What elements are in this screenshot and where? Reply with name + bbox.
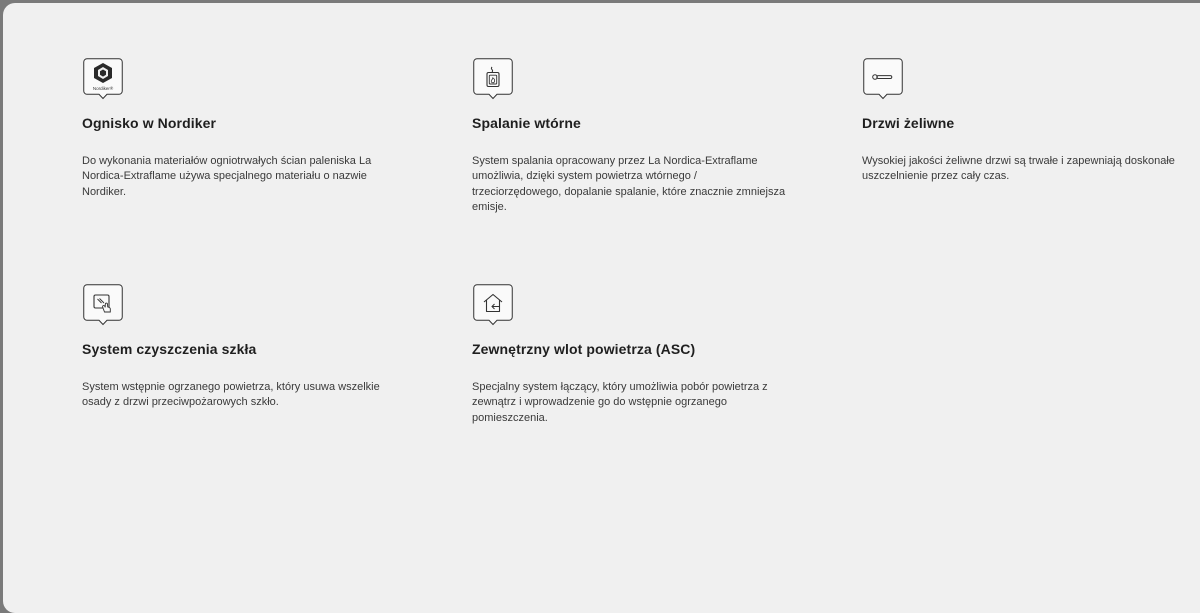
glass-cleaning-icon [83,284,123,328]
feature-description: System spalania opracowany przez La Nordica-Extraflame umożliwia, dzięki system powietrza wtórnego / trzeciorzędowego, dopalanie spalanie, które znacznie zmniejsza emisje. [472,155,786,213]
feature-description: Specjalny system łączący, który umożliwia pobór powietrza z zewnątrz i wprowadzenie go do wstępnie ogrzanego pomieszczenia. [472,381,768,424]
feature-title: Drzwi żeliwne [862,115,955,131]
feature-description: Wysokiej jakości żeliwne drzwi są trwałe i zapewniają doskonałe uszczelnienie przez cały czas. [862,155,1175,183]
feature-nordiker [82,58,412,200]
features-panel [3,3,1200,613]
feature-title: System czyszczenia szkła [82,341,257,357]
feature-title: Zewnętrzny wlot powietrza (ASC) [472,341,696,357]
feature-glass-cleaning [82,284,412,411]
feature-secondary-combustion [472,58,802,215]
feature-description: System wstępnie ogrzanego powietrza, który usuwa wszelkie osady z drzwi przeciwpożarowych szkło. [82,381,380,409]
nordiker-logo-text: Nordiker® [92,86,114,91]
external-air-inlet-icon [473,284,513,328]
feature-title: Spalanie wtórne [472,115,581,131]
feature-description: Do wykonania materiałów ogniotrwałych ścian paleniska La Nordica-Extraflame używa specjalnego materiału o nazwie Nordiker. [82,155,372,198]
nordiker-logo-icon [83,58,123,102]
feature-cast-iron-door [862,58,1192,185]
feature-title: Ognisko w Nordiker [82,115,217,131]
feature-external-air-inlet [472,284,802,426]
door-handle-icon [863,58,903,102]
secondary-combustion-icon [473,58,513,102]
